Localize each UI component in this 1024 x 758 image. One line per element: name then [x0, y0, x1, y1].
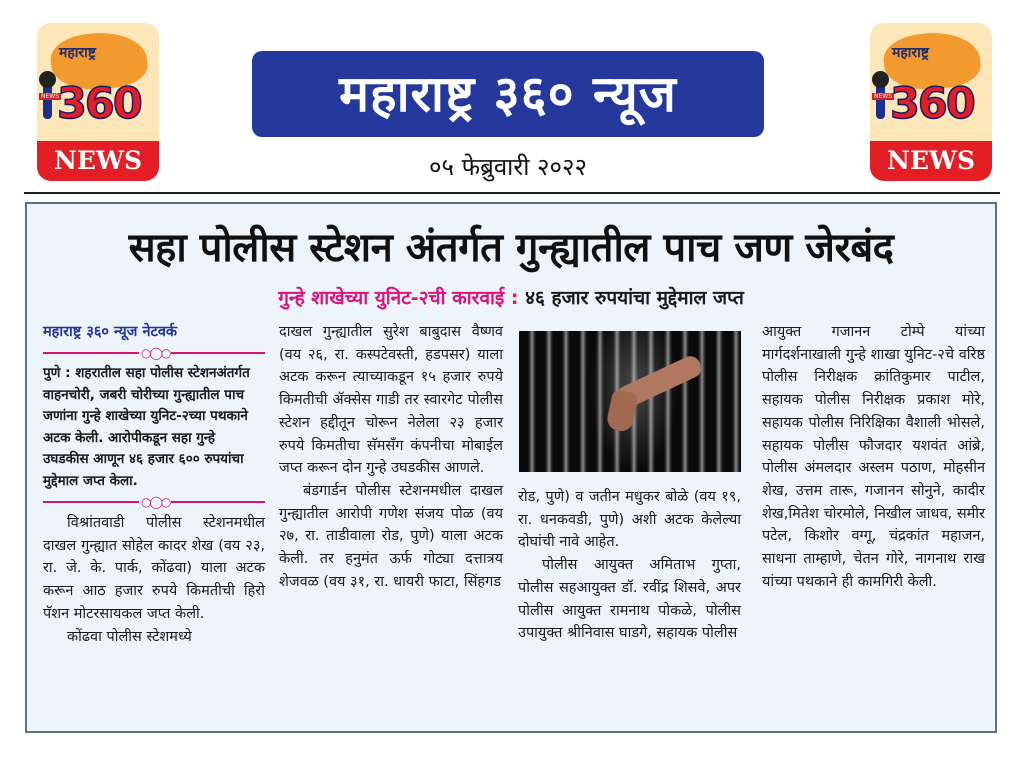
column-4 — [762, 321, 985, 593]
logo-news-label: NEWS — [37, 141, 159, 181]
logo-state-text: महाराष्ट्र — [892, 45, 929, 61]
subhead-unit-text: गुन्हे शाखेच्या युनिट-२ची कारवाई : — [278, 287, 519, 309]
subhead-seizure-text: ४६ हजार रुपयांचा मुद्देमाल जप्त — [518, 287, 744, 309]
paragraph: दाखल गुन्ह्यातील सुरेश बाबुदास वैष्णव (वय २६, रा. कस्पटेवस्ती, हडपसर) याला अटक करून त्याच्याकडून १५ हजार रुपये किमतीची ॲक्सेस गाडी तर स्वारगेट पोलीस स्टेशन हद्दीतून चोरून नेलेला २३ हजार रुपये किमतीचा सॅमसँग कंपनीचा मोबाईल जप्त करून दोन गुन्हे उघडकीस आणले. — [279, 324, 503, 477]
microphone-head-icon — [39, 71, 56, 88]
paragraph: बंडगार्डन पोलीस स्टेशनमधील दाखल गुन्ह्यातील आरोपी गणेश संजय पोळ (वय २७, रा. ताडीवाला रोड, पुणे) याला अटक केली. तर हनुमंत ऊर्फ गोट्या दत्तात्रय शेजवळ (वय ३१, रा. धायरी फाटा, सिंहगड — [279, 482, 503, 590]
paragraph: विश्रांतवाडी पोलीस स्टेशनमधील दाखल गुन्ह्यात सोहेल कादर शेख (वय २३, रा. जे. के. पार्क, कोंढवा) याला अटक करून आठ हजार रुपये किमतीची हिरो पॅशन मोटरसायकल जप्त केली. — [43, 515, 265, 622]
logo-mic-tag: NEWS — [874, 93, 893, 100]
masthead-title: महाराष्ट्र ३६० न्यूज — [252, 51, 764, 137]
article-intro: पुणे : शहरातील सहा पोलीस स्टेशनअंतर्गत वाहनचोरी, जबरी चोरीच्या गुन्ह्यातील पाच जणांना गुन्हे शाखेच्या युनिट-२च्या पथकाने अटक केली. आरोपीकडून सहा गुन्हे उघडकीस आणून ४६ हजार ६०० रुपयांचा मुद्देमाल जप्त केला. — [43, 365, 250, 489]
divider-bottom — [43, 494, 265, 510]
logo-top — [37, 23, 159, 141]
microphone-head-icon — [872, 71, 889, 88]
logo-left — [37, 23, 159, 179]
article-headline: सहा पोलीस स्टेशन अंतर्गत गुन्ह्यातील पाच जण जेरबंद — [128, 225, 894, 271]
divider-knot-icon: ○◯○ — [141, 346, 170, 360]
paragraph: पोलीस आयुक्त अमिताभ गुप्ता, पोलीस सहआयुक्त डॉ. रवींद्र शिसवे, अपर पोलीस आयुक्त रामनाथ पोकळे, पोलीस उपायुक्त श्रीनिवास घाडगे, सहायक पोलीस — [518, 557, 741, 642]
column-1 — [43, 321, 265, 648]
paragraph: आयुक्त गजानन टोम्पे यांच्या मार्गदर्शनाखाली गुन्हे शाखा युनिट-२चे वरिष्ठ पोलीस निरीक्षक क्रांतिकुमार पाटील, सहायक पोलीस निरीक्षक प्रकाश मोरे, सहायक पोलीस निरिक्षिका वैशाली भोसले, सहायक पोलीस फौजदार यशवंत आंब्रे, पोलीस अंमलदार अस्लम पठाण, मोहसीन शेख, उत्तम तारू, गजानन सोनुने, कादीर शेख,मितेश चोरमोले, निखील जाधव, समीर पटेल, किशोर वग्गू, चंद्रकांत महाजन, साधना ताम्हाणे, चेतन गोरे, नागनाथ राख यांच्या पथकाने ही कामगिरी केली. — [762, 324, 985, 590]
paragraph: रोड, पुणे) व जतीन मधुकर बोळे (वय १९, रा. धनकवडी, पुणे) अशी अटक केलेल्या दोघांची नावे आहेत. — [518, 489, 741, 551]
logo-right — [870, 23, 992, 179]
article-subhead — [27, 284, 995, 310]
byline: महाराष्ट्र ३६० न्यूज नेटवर्क — [43, 324, 178, 340]
logo-number: 360 — [890, 79, 974, 129]
column-3 — [518, 486, 741, 645]
divider-knot-icon: ○◯○ — [141, 495, 170, 509]
masthead-rule — [24, 192, 1000, 194]
logo-state-text: महाराष्ट्र — [59, 45, 96, 61]
logo-mic-tag: NEWS — [41, 93, 60, 100]
divider-top — [43, 345, 265, 361]
column-2 — [279, 321, 503, 593]
paragraph: कोंढवा पोलीस स्टेशमध्ये — [67, 628, 192, 645]
article-box — [25, 202, 997, 733]
logo-top — [870, 23, 992, 141]
masthead-date: ०५ फेब्रुवारी २०२२ — [429, 153, 587, 181]
jail-bars-photo — [519, 331, 741, 472]
logo-number: 360 — [57, 79, 141, 129]
logo-news-label: NEWS — [870, 141, 992, 181]
